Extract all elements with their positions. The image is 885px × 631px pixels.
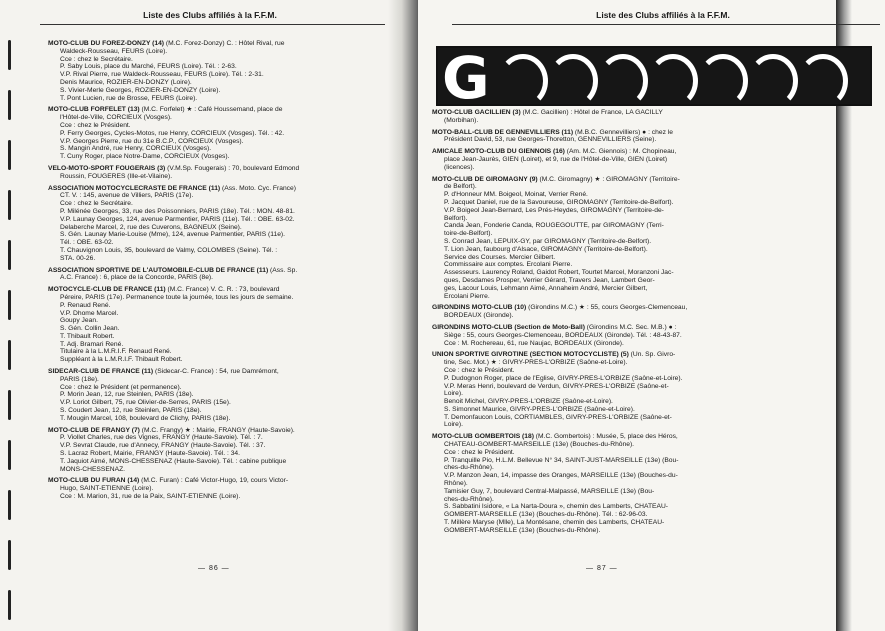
club-detail-line: Cce : chez le Président (et permanence). — [60, 383, 182, 391]
club-entry — [432, 109, 862, 125]
club-entry — [432, 351, 862, 429]
club-detail-line: V.P. Loriot Gilbert, 75, rue Olivier-de-Serres, PARIS (15e). — [60, 399, 231, 407]
club-entry — [48, 477, 383, 500]
club-detail-line: Ercolani Pierre. — [444, 292, 490, 300]
club-address: (Un. Sp. Givro- — [628, 351, 676, 359]
club-detail-line: Cce : chez le Secrétaire. — [60, 200, 133, 208]
club-detail-line: P. Renaud René. — [60, 301, 111, 309]
club-name: ASSOCIATION MOTOCYCLECRASTE DE FRANCE (11) — [48, 184, 221, 192]
club-entry — [432, 148, 862, 171]
club-detail-line: Siège : 55, cours Georges-Clemenceau, BORDEAUX (Gironde). Tél. : 48-43-87. — [444, 331, 682, 339]
club-detail-line: T. Chauvignon Louis, 35, boulevard de Valmy, COLOMBES (Seine). Tél. : — [60, 246, 278, 254]
club-detail-line: S. Coudert Jean, 12, rue Steinlen, PARIS (18e). — [60, 407, 202, 415]
club-name: MOTO-CLUB DU FOREZ-DONZY (14) — [48, 40, 165, 47]
club-detail-line: Rhône). — [444, 480, 468, 488]
page-number: — 86 — — [198, 565, 230, 572]
club-heading — [48, 40, 383, 48]
club-detail-line: GOMBERT-MARSEILLE (13e) (Bouches-du-Rhône). — [444, 526, 601, 534]
club-detail-line: P. Saby Louis, place du Marché, FEURS (Loire). Tél. : 2-63. — [60, 63, 237, 71]
right-page — [418, 0, 885, 631]
club-detail-line: CHATEAU-GOMBERT-MARSEILLE (13e) (Bouches-du-Rhône). — [444, 441, 635, 449]
club-detail-line: Hugo, SAINT-ETIENNE (Loire). — [60, 485, 154, 493]
club-detail-line: A.C. France) : 6, place de la Concorde, PARIS (8e). — [60, 274, 214, 282]
page-gutter — [388, 0, 418, 631]
club-detail-line: Cce : chez le Président. — [444, 448, 515, 456]
club-detail-line: T. Mougin Marcel, 108, boulevard de Clichy, PARIS (18e). — [60, 414, 231, 422]
club-address: (V.M.Sp. Fougerais) : 70, boulevard Edmond — [165, 164, 300, 172]
club-detail-line: T. Thibault Robert. — [60, 332, 115, 340]
club-detail-line: T. Millère Maryse (Mlle), La Montésane, chemin des Lamberts, CHATEAU- — [444, 519, 665, 527]
club-address: (M.C. France) V. C. R. : 73, boulevard — [165, 286, 280, 294]
club-detail-line: Cce : M. Marion, 31, rue de la Paix, SAINT-ETIENNE (Loire). — [60, 493, 241, 501]
club-address: (Am. M.C. Giennois) : M. Chopineau, — [564, 148, 677, 156]
page-header: Liste des Clubs affiliés à la F.F.M. — [143, 10, 277, 20]
club-address: (M.C. Gombertois) : Musée, 5, place des Héros, — [533, 433, 678, 441]
club-address: (M.C. Forez-Donzy) C. : Hôtel Rival, rue — [164, 40, 285, 47]
club-heading — [48, 267, 383, 275]
club-entry — [48, 185, 383, 263]
club-detail-line: Loire). — [444, 421, 463, 429]
club-detail-line: ges, Lacour Louis, Lehmann Aimé, Annaheim André, Mercier Gilbert, — [444, 284, 648, 292]
club-heading — [48, 427, 383, 435]
club-detail-line: Delaberche Marcel, 2, rue des Cuverons, BAGNEUX (Seine). — [60, 223, 242, 231]
club-entry — [48, 267, 383, 283]
club-address: (M.B.C. Gennevilliers) ● : chez le — [573, 128, 673, 136]
club-detail-line: P. Morin Jean, 12, rue Steinlen, PARIS (18e). — [60, 391, 194, 399]
club-detail-line: V.P. Boigeol Jean-Bernard, Les Prés-Heydes, GIROMAGNY (Territoire-de- — [444, 206, 664, 214]
club-entry — [432, 129, 862, 145]
club-address: (Ass. Moto. Cyc. France) — [220, 184, 296, 192]
club-entry — [48, 368, 383, 423]
club-detail-line: tine, Sec. Mot.) ★ : GIVRY-PRES-L'ORBIZE (Saône-et-Loire). — [444, 359, 628, 367]
club-address: (Ass. Sp. — [268, 266, 298, 274]
club-heading — [48, 106, 383, 114]
club-detail-line: l'Hôtel-de-Ville, CORCIEUX (Vosges). — [60, 114, 172, 122]
club-name: MOTO-CLUB GACILLIEN (3) — [432, 109, 521, 116]
club-name: MOTO-CLUB DU FURAN (14) — [48, 477, 140, 485]
club-address: (M.C. Giromagny) ★ : GIROMAGNY (Territoire- — [537, 175, 680, 183]
club-address: (M.C. Forfelet) ★ : Café Houssemand, place de — [139, 106, 283, 114]
club-detail-line: T. Demonfaucon Louis, CORTIAMBLES, GIVRY-PRES-L'ORBIZE (Saône-et- — [444, 413, 672, 421]
club-detail-line: Titulaire à la L.M.R.I.F. Renaud René. — [60, 348, 172, 356]
club-address: (M.C. Gacillien) : Hôtel de France, LA GACILLY — [520, 109, 663, 116]
club-detail-line: S. Gén. Collin Jean. — [60, 325, 120, 333]
club-heading — [432, 304, 862, 312]
club-detail-line: Cce : chez le Secrétaire. — [60, 55, 133, 63]
club-detail-line: S. Gén. Launay Marie-Louise (Mme), 124, avenue Parmentier, PARIS (11e). — [60, 231, 286, 239]
club-detail-line: Service des Courses. Mercier Gilbert. — [444, 253, 556, 261]
club-detail-line: V.P. Sevrat Claude, rue d'Annecy, FRANGY (Haute-Savoie). Tél. : 37. — [60, 442, 266, 450]
club-detail-line: Péreire, PARIS (17e). Permanence toute la journée, tous les jours de semaine. — [60, 293, 294, 301]
club-detail-line: V.P. Rival Pierre, rue Waldeck-Rousseau, FEURS (Loire). Tél. : 2-31. — [60, 71, 264, 79]
club-name: MOTO-CLUB DE GIROMAGNY (9) — [432, 175, 538, 183]
club-entry — [48, 427, 383, 474]
club-detail-line: Belfort). — [444, 214, 468, 222]
club-detail-line: CT. V. : 145, avenue de Villiers, PARIS (17e). — [60, 192, 194, 200]
club-detail-line: T. Cuny Roger, place Notre-Dame, CORCIEUX (Vosges). — [60, 153, 230, 161]
club-detail-line: Loire). — [444, 390, 463, 398]
club-detail-line: Tél. : OBE. 63-02. — [60, 239, 114, 247]
club-entry — [432, 304, 862, 320]
club-name: MOTO-BALL-CLUB DE GENNEVILLIERS (11) — [432, 128, 574, 136]
club-detail-line: Cce : chez le Président. — [444, 366, 515, 374]
wave-ornament — [648, 54, 698, 106]
club-address: (Sidecar-C. France) : 54, rue Damrémont, — [153, 368, 279, 376]
club-detail-line: Canda Jean, Fonderie Canda, ROUGEGOUTTE, par GIROMAGNY (Terri- — [444, 222, 664, 230]
club-detail-line: T. Lion Jean, faubourg d'Alsace, GIROMAGNY (Territoire-de-Belfort). — [444, 245, 648, 253]
club-detail-line: V.P. Manzon Jean, 14, impasse des Oranges, MARSEILLE (13e) (Bouches-du- — [444, 472, 678, 480]
club-detail-line: Suppléant à la L.M.R.I.F. Thibault Robert. — [60, 356, 183, 364]
left-page — [0, 0, 418, 631]
wave-ornament — [748, 54, 798, 106]
page-header: Liste des Clubs affiliés à la F.F.M. — [596, 10, 730, 20]
wave-ornament — [548, 54, 598, 106]
wave-ornament — [498, 54, 548, 106]
club-heading — [432, 129, 862, 137]
club-detail-line: T. Jaquiot Aimé, MONS-CHESSENAZ (Haute-Savoie). Tél. : cabine publique — [60, 457, 287, 465]
club-name: MOTO-CLUB DE FRANGY (7) — [48, 426, 140, 434]
club-detail-line: Waldeck-Rousseau, FEURS (Loire). — [60, 47, 168, 55]
club-entry — [48, 286, 383, 364]
club-detail-line: V.P. Launay Georges, 124, avenue Parmentier, PARIS (11e). Tél. : OBE. 63-02. — [60, 215, 295, 223]
club-detail-line: Tamisier Guy, 7, boulevard Central-Malpassé, MARSEILLE (13e) (Bou- — [444, 487, 655, 495]
club-detail-line: (Morbihan). — [444, 116, 479, 124]
club-detail-line: Denis Maurice, ROZIER-EN-DONZY (Loire). — [60, 78, 192, 86]
club-detail-line: ques, Desdames Prosper, Verrier Gérard, Travers Jean, Lambert Geor- — [444, 276, 655, 284]
club-heading — [432, 433, 862, 441]
club-detail-line: S. Conrad Jean, LEPUIX-GY, par GIROMAGNY (Territoire-de-Belfort). — [444, 237, 652, 245]
club-detail-line: V.P. Dhome Marcel. — [60, 309, 119, 317]
club-detail-line: de Belfort). — [444, 183, 477, 191]
club-entry — [432, 433, 862, 534]
club-detail-line: Commissaire aux comptes. Ercolani Pierre. — [444, 261, 573, 269]
club-detail-line: MONS-CHESSENAZ. — [60, 465, 126, 473]
club-detail-line: GOMBERT-MARSEILLE (13e) (Bouches-du-Rhône). Tél. : 62-96-03. — [444, 511, 648, 519]
club-detail-line: Roussin, FOUGERES (Ille-et-Vilaine). — [60, 172, 173, 180]
club-detail-line: ches-du-Rhône). — [444, 495, 494, 503]
club-detail-line: Président David, 53, rue Georges-Thoretton, GENNEVILLIERS (Seine). — [444, 136, 657, 144]
club-detail-line: P. Ferry Georges, Cycles-Motos, rue Henry, CORCIEUX (Vosges). Tél. : 42. — [60, 129, 285, 137]
club-address: (M.C. Furan) : Café Victor-Hugo, 19, cours Victor- — [139, 477, 289, 485]
club-detail-line: S. Vivier-Merle Georges, ROZIER-EN-DONZY (Loire). — [60, 86, 221, 94]
wave-ornament — [598, 54, 648, 106]
club-detail-line: Cce : chez le Président. — [60, 121, 131, 129]
club-name: ASSOCIATION SPORTIVE DE L'AUTOMOBILE-CLUB DE FRANCE (11) — [48, 266, 269, 274]
club-detail-line: P. Milénée Georges, 33, rue des Poissonniers, PARIS (18e). Tél. : MON. 48-81. — [60, 207, 295, 215]
club-name: UNION SPORTIVE GIVROTINE (SECTION MOTOCYCLISTE) (5) — [432, 351, 629, 359]
club-heading — [48, 185, 383, 193]
club-list-right — [432, 109, 862, 539]
club-detail-line: P. Dudognon Roger, place de l'Eglise, GIVRY-PRES-L'ORBIZE (Saône-et-Loire). — [444, 374, 683, 382]
letter-banner — [436, 46, 872, 106]
club-address: (Girondins M.C. Sec. M.B.) ● : — [584, 323, 677, 331]
club-detail-line: Assesseurs. Laurency Roland, Gaidot Robert, Tourtet Marcel, Moranzoni Jac- — [444, 269, 674, 277]
club-detail-line: STA. 00-26. — [60, 254, 96, 262]
club-heading — [48, 165, 383, 173]
club-heading — [432, 324, 862, 332]
club-detail-line: V.P. Meras Henri, boulevard de Verdun, GIVRY-PRES-L'ORBIZE (Saône-et- — [444, 382, 669, 390]
club-detail-line: T. Pont Lucien, rue de Brosse, FEURS (Loire). — [60, 94, 198, 102]
club-name: GIRONDINS MOTO-CLUB (Section de Moto-Ball) — [432, 323, 585, 331]
club-entry — [432, 324, 862, 347]
club-detail-line: P. Viollet Charles, rue des Vignes, FRANGY (Haute-Savoie). Tél. : 7. — [60, 434, 263, 442]
club-detail-line: PARIS (18e). — [60, 375, 99, 383]
club-detail-line: S. Sabbatini Isidore, « La Narta-Doura », chemin des Lamberts, CHATEAU- — [444, 503, 669, 511]
club-detail-line: P. Tranquille Pio, H.L.M. Bellevue N° 34, SAINT-JUST-MARSEILLE (13e) (Bou- — [444, 456, 679, 464]
club-entry — [48, 40, 383, 102]
club-detail-line: T. Adj. Bramari René. — [60, 340, 124, 348]
club-name: SIDECAR-CLUB DE FRANCE (11) — [48, 368, 154, 376]
club-entry — [432, 176, 862, 301]
club-heading — [432, 176, 862, 184]
club-name: MOTOCYCLE-CLUB DE FRANCE (11) — [48, 286, 166, 294]
club-detail-line: V.P. Georges Pierre, rue du 31e B.C.P., CORCIEUX (Vosges). — [60, 137, 244, 145]
club-detail-line: place Jean-Jaurès, GIEN (Loiret), et 9, rue de l'Hôtel-de-Ville, GIEN (Loiret) — [444, 155, 668, 163]
club-heading — [432, 351, 862, 359]
club-entry — [48, 106, 383, 161]
club-detail-line: S. Simonnet Maurice, GIVRY-PRES-L'ORBIZE (Saône-et-Loire). — [444, 405, 635, 413]
club-address: (Girondins M.C.) ★ : 55, cours Georges-Clemenceau, — [526, 304, 688, 312]
club-entry — [48, 165, 383, 181]
club-detail-line: BORDEAUX (Gironde). — [444, 312, 514, 320]
wave-ornament — [798, 54, 848, 106]
club-detail-line: Benoit Michel, GIVRY-PRES-L'ORBIZE (Saône-et-Loire). — [444, 398, 613, 406]
club-heading — [48, 286, 383, 294]
club-heading — [432, 148, 862, 156]
club-heading — [432, 109, 862, 117]
club-heading — [48, 477, 383, 485]
banner-letter: G — [442, 46, 490, 106]
club-detail-line: ches-du-Rhône). — [444, 464, 494, 472]
club-heading — [48, 368, 383, 376]
header-rule — [40, 24, 385, 25]
club-name: VELO-MOTO-SPORT FOUGERAIS (3) — [48, 164, 166, 172]
club-detail-line: S. Mangin André, rue Henry, CORCIEUX (Vosges). — [60, 145, 212, 153]
club-detail-line: Goupy Jean. — [60, 317, 98, 325]
club-detail-line: S. Lacraz Robert, Mairie, FRANGY (Haute-Savoie). Tél. : 34. — [60, 450, 241, 458]
club-detail-line: P. d'Honneur MM. Boigeol, Moinat, Verrier René. — [444, 191, 588, 199]
club-address: (M.C. Frangy) ★ : Mairie, FRANGY (Haute-Savoie). — [139, 426, 295, 434]
club-name: MOTO-CLUB FORFELET (13) — [48, 106, 140, 114]
club-detail-line: toire-de-Belfort). — [444, 230, 493, 238]
wave-ornament — [698, 54, 748, 106]
club-detail-line: P. Jacquet Daniel, rue de la Savoureuse, GIROMAGNY (Territoire-de-Belfort). — [444, 198, 674, 206]
club-name: GIRONDINS MOTO-CLUB (10) — [432, 304, 527, 312]
club-name: AMICALE MOTO-CLUB DU GIENNOIS (16) — [432, 148, 565, 156]
page-number: — 87 — — [586, 565, 618, 572]
header-rule — [452, 24, 880, 25]
club-detail-line: Cce : M. Rochereau, 61, rue Naujac, BORDEAUX (Gironde). — [444, 339, 624, 347]
club-list-left — [48, 40, 383, 505]
club-name: MOTO-CLUB GOMBERTOIS (18) — [432, 433, 534, 441]
club-detail-line: (licences). — [444, 163, 475, 171]
